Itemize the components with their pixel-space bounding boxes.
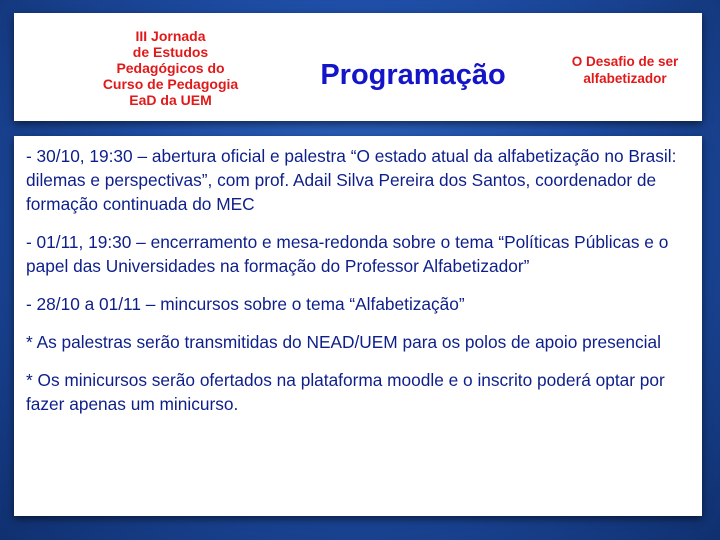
program-item-closing: - 01/11, 19:30 – encerramento e mesa-redonda sobre o tema “Políticas Públicas e o papel das Universidades na formação do Professor Alfabetizador” xyxy=(26,232,669,276)
event-title: III Jornada de Estudos Pedagógicos do Curso de Pedagogia EaD da UEM xyxy=(102,28,239,108)
note-minicourses-moodle: * Os minicursos serão ofertados na plataforma moodle e o inscrito poderá optar por fazer apenas um minicurso. xyxy=(26,370,665,414)
program-item-opening: - 30/10, 19:30 – abertura oficial e palestra “O estado atual da alfabetização no Brasil: dilemas e perspectivas”, com prof. Adail Silva Pereira dos Santos, coordenador de formação continuada do MEC xyxy=(26,146,677,214)
program-item-minicourses: - 28/10 a 01/11 – mincursos sobre o tema “Alfabetização” xyxy=(26,294,465,314)
program-content xyxy=(14,136,702,516)
slide-header xyxy=(14,13,702,121)
slide-title: Programação xyxy=(320,59,506,91)
note-lectures-transmission: * As palestras serão transmitidas do NEAD/UEM para os polos de apoio presencial xyxy=(26,332,661,352)
event-theme: O Desafio de ser alfabetizador xyxy=(571,54,679,86)
